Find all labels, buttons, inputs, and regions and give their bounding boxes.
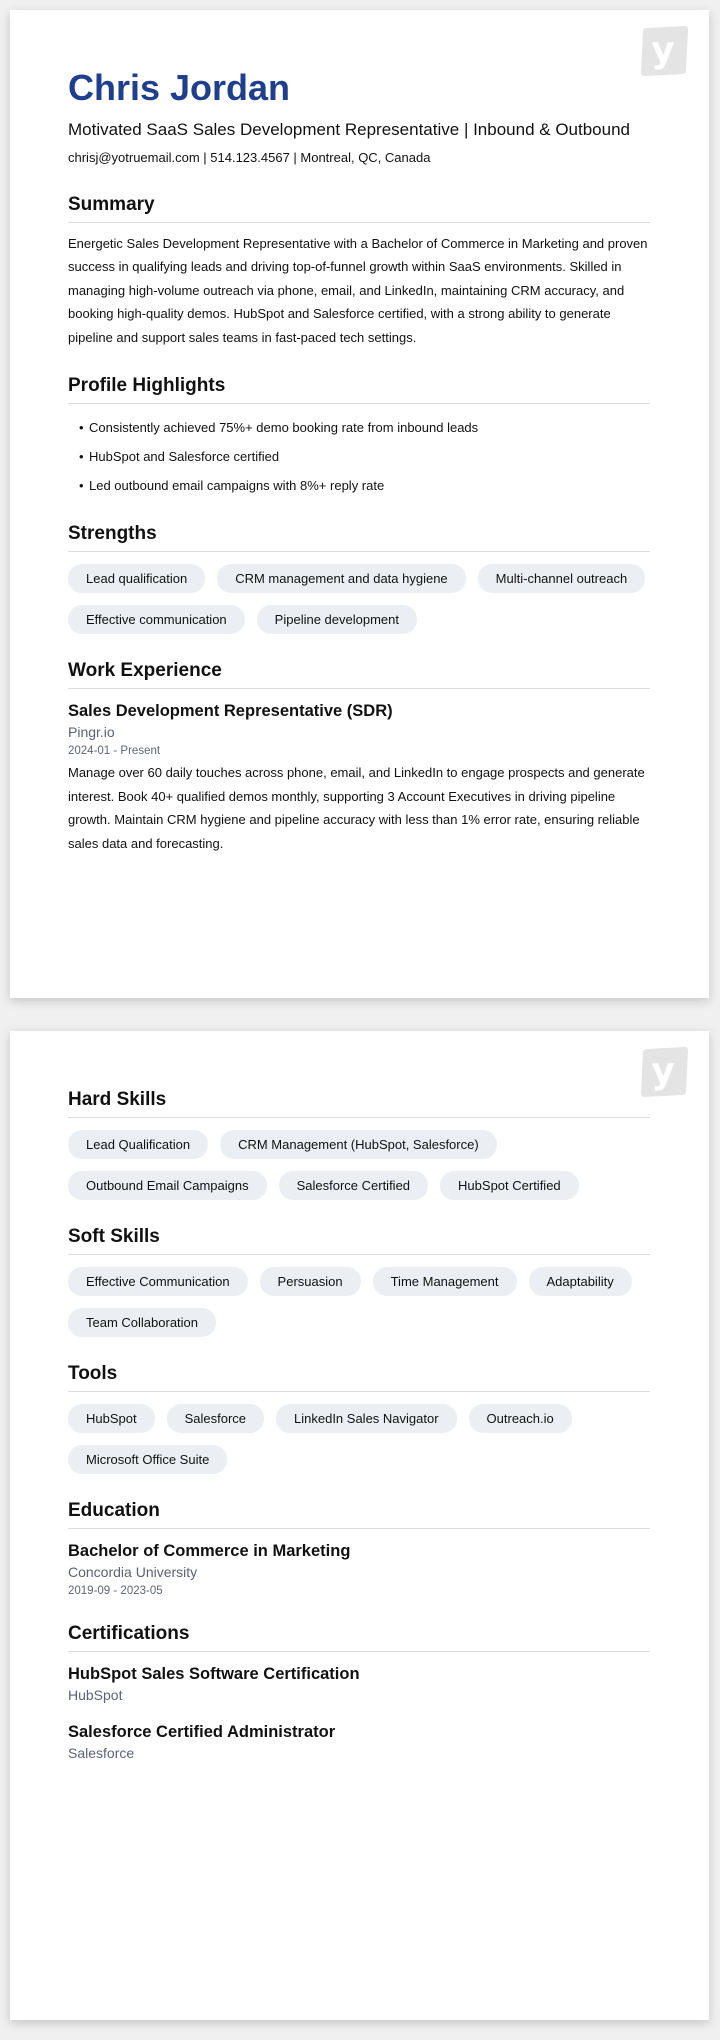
certifications-section (68, 1623, 650, 1761)
degree: Bachelor of Commerce in Marketing (68, 1542, 351, 1560)
skill-chip: Persuasion (260, 1267, 361, 1296)
certifications-title: Certifications (68, 1623, 650, 1652)
job-description: Manage over 60 daily touches across phone, email, and LinkedIn to engage prospects and generate interest. Book 40+ qualified demos monthly, supporting 3 Account Executives in driving pipeline growth. Maintain CRM hygiene and pipeline accuracy with less than 1% error rate, ensuring reliable sales data and forecasting. (68, 765, 645, 851)
candidate-name: Chris Jordan (68, 67, 291, 108)
highlights-section (68, 375, 650, 500)
strengths-section (68, 523, 650, 634)
job-dates: 2024-01 - Present (68, 745, 161, 758)
svg-text:y: y (651, 30, 675, 71)
tool-chip: Salesforce (167, 1404, 264, 1433)
svg-text:y: y (651, 1051, 675, 1092)
summary-title: Summary (68, 194, 650, 223)
education-title: Education (68, 1500, 650, 1529)
list-item: • HubSpot and Salesforce certified (79, 442, 650, 471)
yotru-logo-icon (639, 24, 689, 78)
certification-issuer: HubSpot (68, 1687, 123, 1703)
certification-entry (68, 1665, 650, 1703)
list-item: • Consistently achieved 75%+ demo booking rate from inbound leads (79, 413, 650, 442)
contact-info: chrisj@yotruemail.com | 514.123.4567 | Montreal, QC, Canada (68, 149, 431, 165)
job-entry (68, 702, 650, 855)
skill-chip: Outbound Email Campaigns (68, 1171, 267, 1200)
tools-section (68, 1363, 650, 1474)
strength-chip: CRM management and data hygiene (217, 564, 465, 593)
tools-chips (68, 1404, 650, 1474)
headline: Motivated SaaS Sales Development Representative | Inbound & Outbound (68, 119, 630, 139)
skill-chip: CRM Management (HubSpot, Salesforce) (220, 1130, 497, 1159)
summary-section (68, 194, 650, 350)
tool-chip: Outreach.io (469, 1404, 572, 1433)
skill-chip: Adaptability (529, 1267, 632, 1296)
skill-chip: Time Management (373, 1267, 517, 1296)
tool-chip: LinkedIn Sales Navigator (276, 1404, 457, 1433)
hard-skills-chips (68, 1130, 650, 1200)
resume-page-1 (10, 10, 709, 998)
strengths-chips (68, 564, 650, 634)
soft-skills-title: Soft Skills (68, 1226, 650, 1255)
strength-chip: Lead qualification (68, 564, 205, 593)
experience-section (68, 660, 650, 855)
skill-chip: HubSpot Certified (440, 1171, 579, 1200)
certification-name: HubSpot Sales Software Certification (68, 1665, 360, 1683)
education-section (68, 1500, 650, 1597)
skill-chip: Team Collaboration (68, 1308, 216, 1337)
list-item: • Led outbound email campaigns with 8%+ reply rate (79, 471, 650, 500)
strengths-title: Strengths (68, 523, 650, 552)
highlights-list (68, 413, 650, 500)
hard-skills-title: Hard Skills (68, 1089, 650, 1118)
job-title: Sales Development Representative (SDR) (68, 702, 393, 721)
education-entry (68, 1542, 650, 1597)
skill-chip: Salesforce Certified (279, 1171, 428, 1200)
strength-chip: Effective communication (68, 605, 245, 634)
hard-skills-section (68, 1089, 650, 1200)
soft-skills-section (68, 1226, 650, 1337)
summary-text: Energetic Sales Development Representative with a Bachelor of Commerce in Marketing and proven success in qualifying leads and driving top-of-funnel growth within SaaS environments. Skilled in managing high-volume outreach via phone, email, and LinkedIn, maintaining CRM accuracy, and booking high-quality demos. HubSpot and Salesforce certified, with a strong ability to generate pipeline and support sales teams in fast-paced tech settings. (68, 235, 648, 345)
tools-title: Tools (68, 1363, 650, 1392)
resume-page-2 (10, 1031, 709, 2020)
tool-chip: Microsoft Office Suite (68, 1445, 227, 1474)
job-company: Pingr.io (68, 724, 115, 741)
education-dates: 2019-09 - 2023-05 (68, 1585, 163, 1597)
yotru-logo-icon (639, 1045, 689, 1099)
experience-title: Work Experience (68, 660, 650, 689)
strength-chip: Pipeline development (257, 605, 417, 634)
highlights-title: Profile Highlights (68, 375, 650, 404)
school: Concordia University (68, 1564, 198, 1580)
certification-name: Salesforce Certified Administrator (68, 1723, 336, 1741)
soft-skills-chips (68, 1267, 650, 1337)
strength-chip: Multi-channel outreach (478, 564, 646, 593)
certification-entry (68, 1723, 650, 1761)
certification-issuer: Salesforce (68, 1745, 135, 1761)
skill-chip: Effective Communication (68, 1267, 248, 1296)
skill-chip: Lead Qualification (68, 1130, 208, 1159)
tool-chip: HubSpot (68, 1404, 155, 1433)
